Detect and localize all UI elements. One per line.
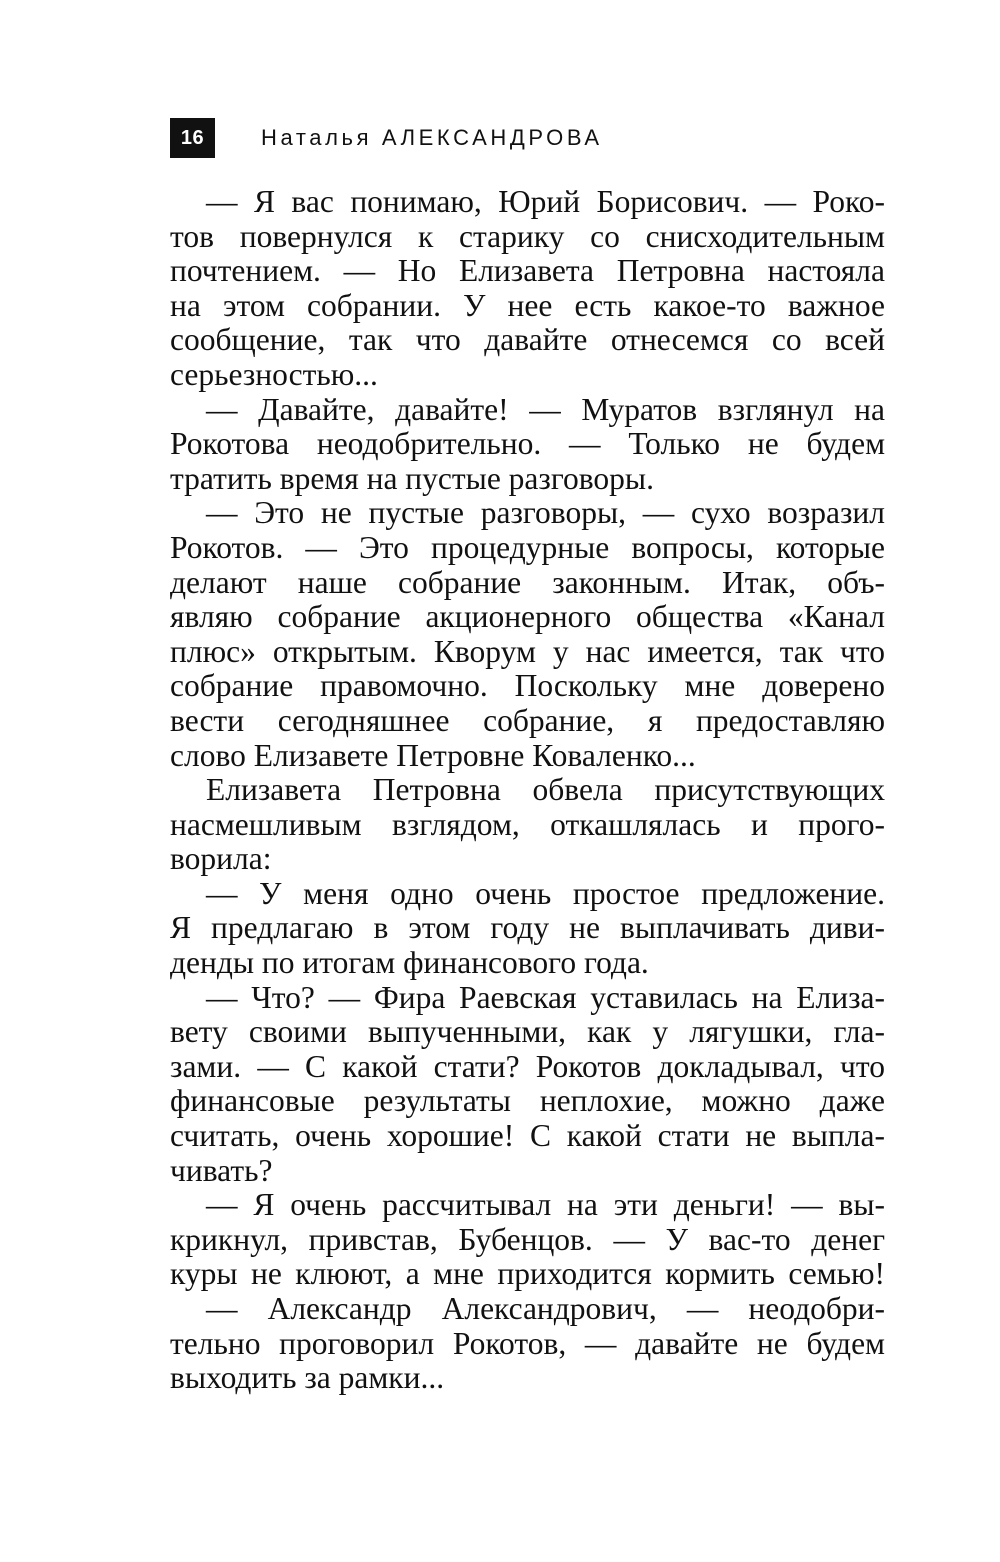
text-line: делают наше собрание законным. Итак, объ- — [170, 564, 885, 600]
text-line: считать, очень хорошие! С какой стати не выпла- — [170, 1118, 885, 1154]
text-line: почтением. — Но Елизавета Петровна настояла — [170, 253, 885, 289]
text-line: вести сегодняшнее собрание, я предоставляю — [170, 702, 885, 738]
text-line: финансовые результаты неплохие, можно даже — [170, 1083, 885, 1119]
text-line: тельно проговорил Рокотов, — давайте не будем — [170, 1325, 885, 1361]
text-line: являю собрание акционерного общества «Канал — [170, 599, 885, 635]
page-number: 16 — [170, 118, 215, 158]
text-line: на этом собрании. У нее есть какое-то важное — [170, 287, 885, 323]
text-line: Елизавета Петровна обвела присутствующих — [206, 772, 885, 808]
text-line: Рокотова неодобрительно. — Только не будем — [170, 426, 885, 462]
author-name: Наталья АЛЕКСАНДРОВА — [261, 125, 603, 150]
text-line: — У меня одно очень простое предложение. — [206, 875, 885, 911]
text-line: выходить за рамки... — [170, 1360, 445, 1396]
text-line: куры не клюют, а мне приходится кормить семью! — [170, 1256, 885, 1292]
text-line: — Александр Александрович, — неодобри- — [206, 1291, 885, 1326]
running-header — [170, 118, 603, 158]
text-line: — Что? — Фира Раевская уставилась на Елиза- — [206, 979, 885, 1015]
text-line: Я предлагаю в этом году не выплачивать диви- — [170, 910, 885, 946]
text-line: серьезностью... — [170, 356, 378, 392]
text-line: — Я очень рассчитывал на эти деньги! — вы- — [206, 1187, 885, 1223]
text-line: ворила: — [170, 841, 272, 877]
text-line: зами. — С какой стати? Рокотов докладывал, что — [170, 1048, 885, 1084]
text-line: слово Елизавете Петровне Коваленко... — [170, 737, 696, 773]
text-line: насмешливым взглядом, откашлялась и прого- — [170, 806, 885, 842]
text-line: Рокотов. — Это процедурные вопросы, которые — [170, 529, 885, 565]
text-line: денды по итогам финансового года. — [170, 945, 649, 981]
text-line: плюс» открытым. Кворум у нас имеется, так что — [170, 633, 885, 669]
text-line: крикнул, привстав, Бубенцов. — У вас-то денег — [170, 1221, 885, 1257]
text-line: собрание правомочно. Поскольку мне доверено — [170, 668, 885, 704]
text-line: тов повернулся к старику со снисходительным — [170, 218, 885, 254]
text-line: вету своими выпученными, как у лягушки, гла- — [170, 1014, 885, 1050]
text-line: тратить время на пустые разговоры. — [170, 460, 654, 496]
text-line: — Я вас понимаю, Юрий Борисович. — Роко- — [206, 184, 885, 219]
text-line: — Это не пустые разговоры, — сухо возразил — [206, 495, 885, 531]
text-line: чивать? — [170, 1152, 273, 1188]
text-line: — Давайте, давайте! — Муратов взглянул на — [206, 391, 885, 427]
body-text — [170, 185, 885, 1396]
text-line: сообщение, так что давайте отнесемся со всей — [170, 322, 885, 358]
